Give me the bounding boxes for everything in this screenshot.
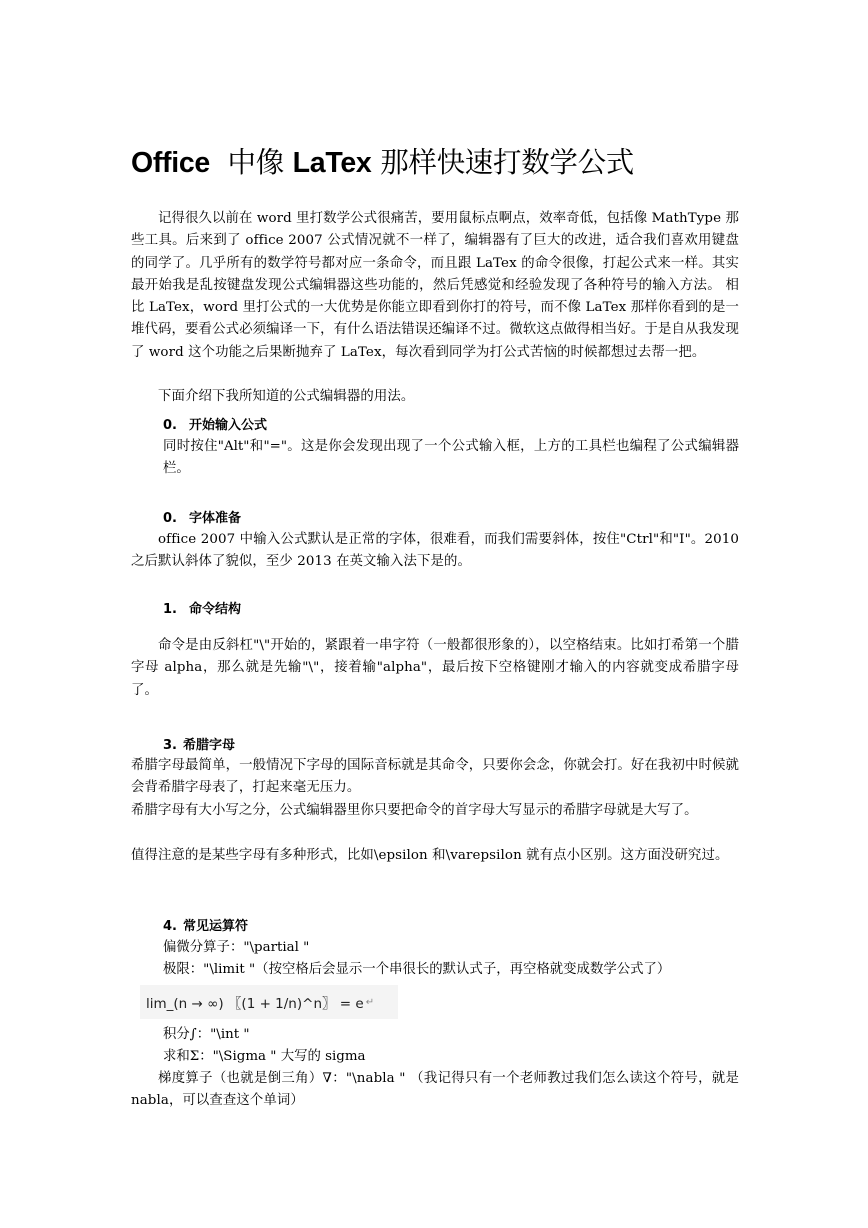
title-office: Office: [131, 147, 210, 179]
section-body-font: office 2007 中输入公式默认是正常的字体，很难看，而我们需要斜体，按住"Ctrl"和"I"。2010 之后默认斜体了貌似，至少 2013 在英文输入法下是的。: [131, 532, 739, 570]
section-body-greek-1: 希腊字母最简单，一般情况下字母的国际音标就是其命令，只要你会念，你就会打。好在我初中时候就会背希腊字母表了，打起来毫无压力。: [131, 758, 739, 796]
section-body-command-structure: 命令是由反斜杠"\"开始的，紧跟着一串字符（一般都很形象的），以空格结束。比如打希第一个腊字母 alpha，那么就是先输"\"，接着输"alpha"，最后按下空格键刚才输入的内容就变成希腊字母了。: [131, 638, 739, 698]
intro-paragraph: 记得很久以前在 word 里打数学公式很痛苦，要用鼠标点啊点，效率奇低，包括像 MathType 那些工具。后来到了 office 2007 公式情况就不一样了，编辑器有了巨大的改进，适合我们喜欢用键盘的同学了。几乎所有的数学符号都对应一条命令，而且跟 LaTex 的命令很像，打起公式来一样。其实最开始我是乱按键盘发现公式编辑器这些功能的，然后凭感觉和经验发现了各种符号的输入方法。 相比 LaTex，word 里打公式的一大优势是你能立即看到你打的符号，而不像 LaTex 那样你看到的是一堆代码，要看公式必须编译一下，有什么语法错误还编译不过。微软这点做得相当好。于是自从我发现了 word 这个功能之后果断抛弃了 LaTex，每次看到同学为打公式苦恼的时候都想过去帮一把。: [131, 211, 739, 360]
section-heading-greek: 3. 希腊字母: [163, 738, 236, 753]
section-heading-font: 0. 字体准备: [163, 511, 242, 526]
section-body-greek-2: 希腊字母有大小写之分，公式编辑器里你只要把命令的首字母大写显示的希腊字母就是大写了。: [131, 803, 698, 818]
title-rest: 那样快速打数学公式: [380, 146, 635, 179]
section-heading-start-input: 0. 开始输入公式: [163, 418, 268, 433]
limit-formula-image: lim_(n → ∞) 〖(1 + 1/n)^n〗 = e ↵: [140, 985, 398, 1019]
op-int: 积分∫："\int ": [163, 1027, 250, 1042]
section-body-greek-3: 值得注意的是某些字母有多种形式，比如\epsilon 和\varepsilon 就有点小区别。这方面没研究过。: [131, 848, 729, 863]
title-latex: LaTex: [292, 147, 372, 179]
intro-paragraph-2: 下面介绍下我所知道的公式编辑器的用法。: [158, 389, 415, 404]
section-heading-operators: 4. 常见运算符: [163, 919, 249, 934]
section-body-start-input: 同时按住"Alt"和"="。这是你会发现出现了一个公式输入框，上方的工具栏也编程了公式编辑器栏。: [163, 439, 739, 477]
page-title: [131, 140, 634, 181]
section-heading-command-structure: 1. 命令结构: [163, 602, 242, 617]
op-limit: 极限："\limit "（按空格后会显示一个串很长的默认式子，再空格就变成数学公式了）: [163, 962, 671, 977]
op-nabla: 梯度算子（也就是倒三角）∇："\nabla " （我记得只有一个老师教过我们怎么读这个符号，就是 nabla，可以查查这个单词）: [131, 1071, 739, 1109]
op-partial: 偏微分算子："\partial ": [163, 940, 310, 955]
op-sigma: 求和Σ："\Sigma " 大写的 sigma: [163, 1049, 366, 1064]
title-zhongxiang: 中像: [227, 146, 284, 179]
